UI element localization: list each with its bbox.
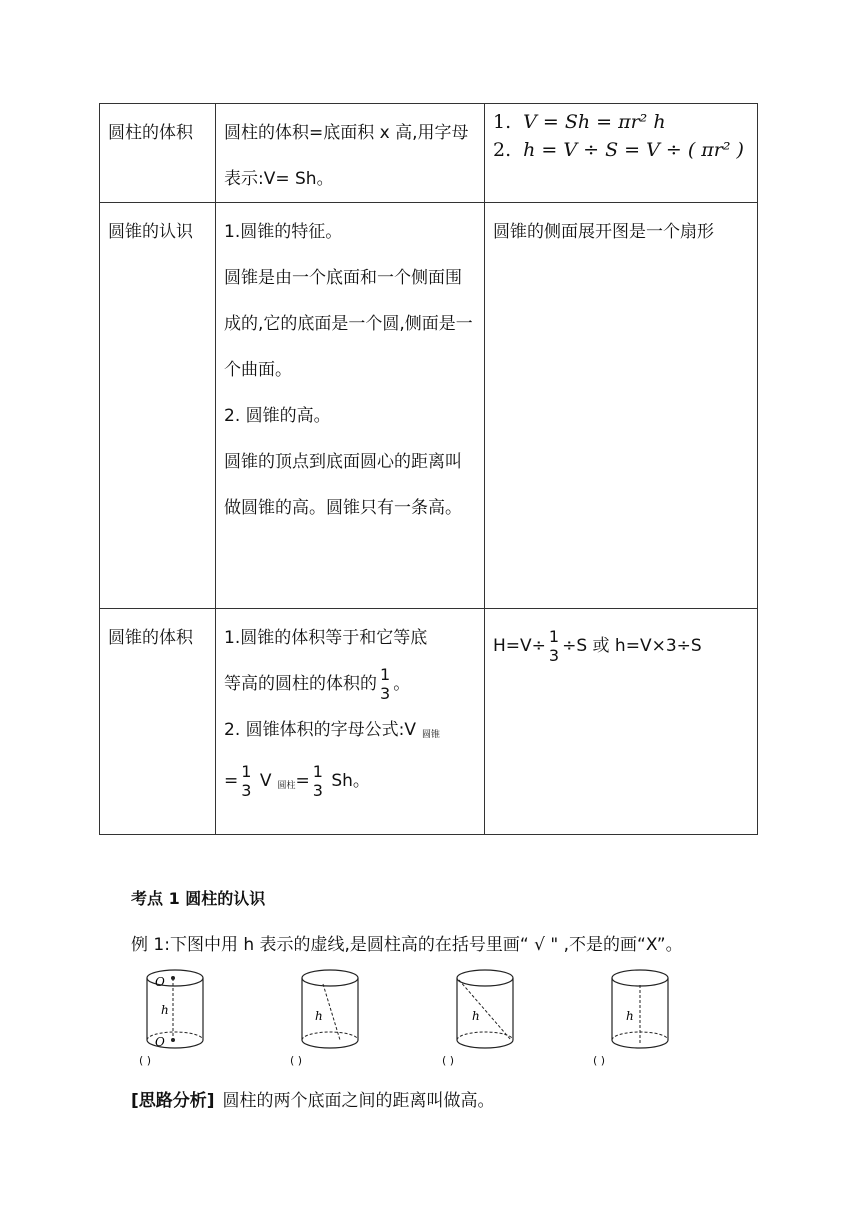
cylinder-figure-2 [295, 968, 365, 1054]
height-label: h [161, 1003, 169, 1017]
description-line: 2. 圆锥的高。 [224, 406, 331, 426]
row-description [216, 203, 485, 609]
answer-parentheses[interactable]: ( ) [139, 1054, 152, 1067]
answer-parentheses[interactable]: ( ) [593, 1054, 606, 1067]
formula-text: h = V ÷ S = V ÷ ( πr² ) [523, 139, 744, 161]
denominator: 3 [380, 684, 391, 703]
formula-line [493, 134, 749, 166]
description-line: 圆锥的顶点到底面圆心的距离叫做圆锥的高。圆锥只有一条高。 [224, 452, 462, 518]
knowledge-table [99, 103, 758, 835]
center-dot [171, 1038, 175, 1042]
text: Sh。 [331, 771, 370, 791]
fraction-one-third [549, 627, 559, 665]
text: H=V÷ [493, 636, 546, 656]
numerator: 1 [312, 762, 323, 781]
text: 。 [393, 674, 411, 694]
text: = [224, 771, 239, 791]
answer-parentheses[interactable]: ( ) [290, 1054, 303, 1067]
center-dot [171, 976, 175, 980]
analysis-text: 圆柱的两个底面之间的距离叫做高。 [222, 1091, 495, 1111]
row-note [485, 609, 758, 835]
row-title: 圆锥的认识 [100, 203, 216, 609]
cylinder-figure-3 [450, 968, 520, 1054]
numerator: 1 [241, 762, 252, 781]
subscript: 圆柱 [277, 781, 296, 791]
row-note: 圆锥的侧面展开图是一个扇形 [485, 203, 758, 609]
text: V [259, 771, 272, 791]
formula-cell [485, 104, 758, 203]
row-title: 圆锥的体积 [100, 609, 216, 835]
analysis [131, 1086, 495, 1111]
bottom-label: O [155, 1035, 165, 1049]
fraction-one-third [380, 665, 390, 703]
formula-text: V = Sh = πr² h [523, 111, 666, 133]
description-line [224, 661, 476, 707]
table-row [100, 104, 758, 203]
fraction-one-third [313, 762, 323, 800]
row-description [216, 609, 485, 835]
analysis-label: [思路分析] [131, 1091, 215, 1111]
table-row [100, 203, 758, 609]
section-title: 考点 1 圆柱的认识 [131, 889, 266, 908]
formula-number: 2. [493, 139, 512, 161]
bottom-arc-hidden [302, 1032, 358, 1040]
numerator: 1 [380, 665, 391, 684]
text: 等高的圆柱的体积的 [224, 674, 377, 694]
cylinder-figure-4 [605, 968, 675, 1054]
denominator: 3 [548, 646, 560, 665]
description-line: 1.圆锥的体积等于和它等底 [224, 628, 428, 648]
height-label: h [472, 1009, 480, 1023]
subscript: 圆锥 [421, 730, 440, 740]
height-line [459, 980, 511, 1040]
numerator: 1 [548, 627, 560, 646]
top-label: O [155, 975, 165, 989]
example-text: 例 1:下图中用 h 表示的虚线,是圆柱高的在括号里画“ √ " ,不是的画“X”。 [131, 935, 683, 955]
height-label: h [315, 1009, 323, 1023]
description-line [224, 707, 476, 758]
formula-number: 1. [493, 111, 512, 133]
bottom-arc [457, 1040, 513, 1048]
description-line: 圆锥是由一个底面和一个侧面围成的,它的底面是一个圆,侧面是一个曲面。 [224, 268, 473, 380]
description-line: 1.圆锥的特征。 [224, 222, 343, 242]
top-ellipse [457, 970, 513, 986]
fraction-one-third [241, 762, 251, 800]
text: ÷S 或 h=V×3÷S [562, 636, 702, 656]
row-description: 圆柱的体积=底面积 x 高,用字母表示:V= Sh。 [216, 104, 485, 203]
table-row [100, 609, 758, 835]
height-label: h [626, 1009, 634, 1023]
text: 2. 圆锥体积的字母公式:V [224, 720, 416, 740]
description-line [224, 758, 476, 809]
top-ellipse [612, 970, 668, 986]
bottom-arc [302, 1040, 358, 1048]
denominator: 3 [312, 781, 323, 800]
top-ellipse [302, 970, 358, 986]
row-title: 圆柱的体积 [100, 104, 216, 203]
cylinder-figure-1 [140, 968, 210, 1054]
text: = [295, 771, 310, 791]
answer-parentheses[interactable]: ( ) [442, 1054, 455, 1067]
denominator: 3 [241, 781, 252, 800]
note-line [493, 623, 749, 669]
